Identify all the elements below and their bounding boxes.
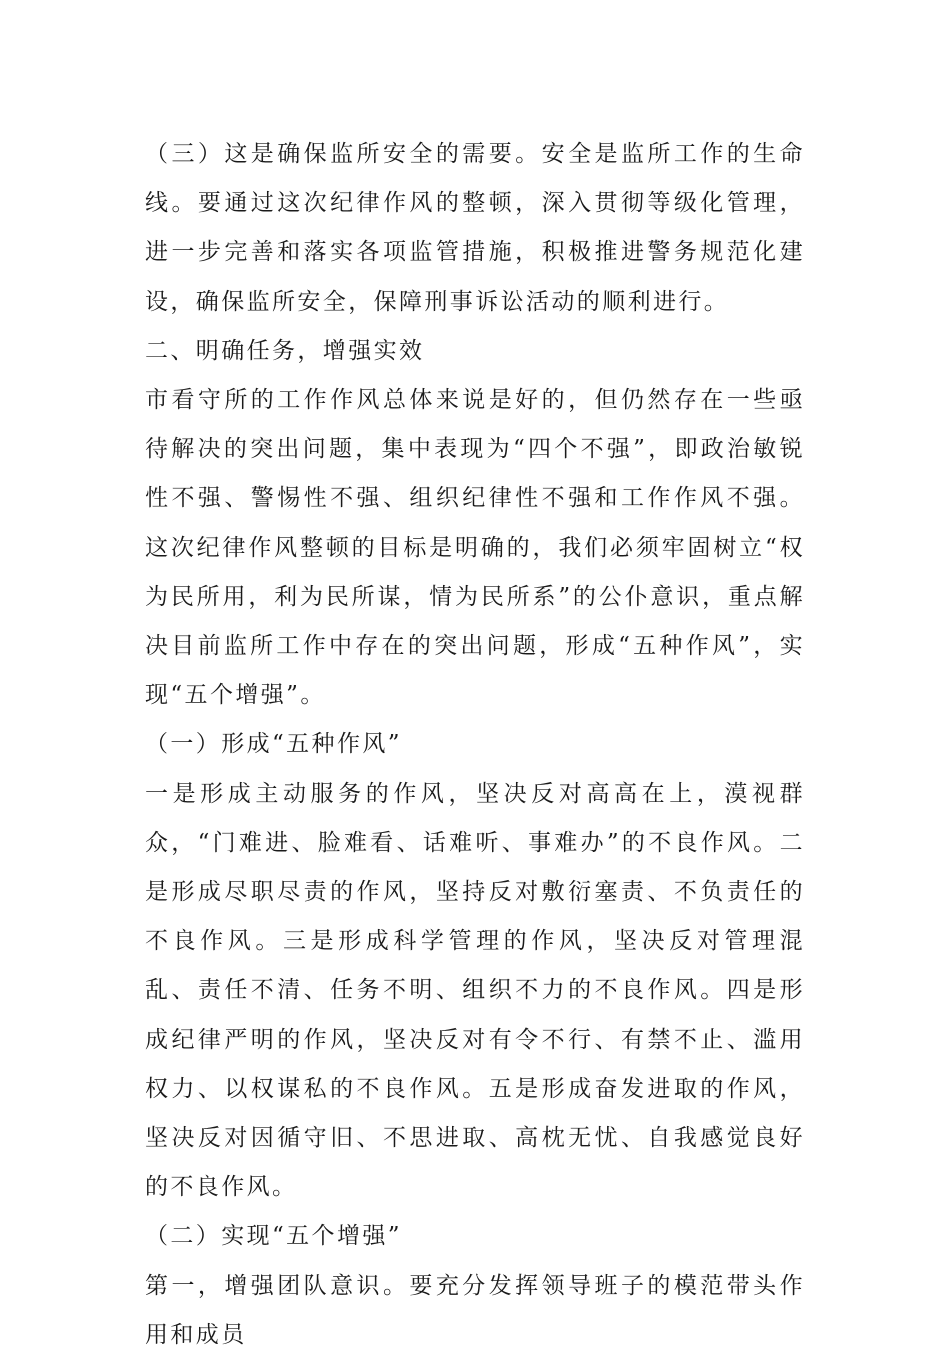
paragraph-team-awareness: 第一，增强团队意识。要充分发挥领导班子的模范带头作用和成员 — [145, 1272, 805, 1348]
paragraph-problems: 市看守所的工作作风总体来说是好的，但仍然存在一些亟待解决的突出问题，集中表现为“四个不强”，即政治敏锐性不强、警惕性不强、组织纪律性不强和工作作风不强。这次纪律作风整顿的目标是明确的，我们必须牢固树立“权为民所用，利为民所谋，情为民所系”的公仆意识，重点解决目前监所工作中存在的突出问题，形成“五种作风”，实现“五个增强”。 — [145, 387, 805, 709]
subsection-heading-five-styles: （一）形成“五种作风” — [145, 731, 402, 758]
paragraph-security-need: （三）这是确保监所安全的需要。安全是监所工作的生命线。要通过这次纪律作风的整顿，深入贯彻等级化管理，进一步完善和落实各项监管措施，积极推进警务规范化建设，确保监所安全，保障刑事诉讼活动的顺利进行。 — [145, 141, 805, 315]
subsection-heading-five-enhancements: （二）实现“五个增强” — [145, 1223, 402, 1250]
section-heading-tasks: 二、明确任务，增强实效 — [145, 337, 425, 364]
document-body — [145, 130, 805, 1360]
paragraph-five-styles: 一是形成主动服务的作风，坚决反对高高在上，漠视群众，“门难进、脸难看、话难听、事难办”的不良作风。二是形成尽职尽责的作风，坚持反对敷衍塞责、不负责任的不良作风。三是形成科学管理的作风，坚决反对管理混乱、责任不清、任务不明、组织不力的不良作风。四是形成纪律严明的作风，坚决反对有令不行、有禁不止、滥用权力、以权谋私的不良作风。五是形成奋发进取的作风，坚决反对因循守旧、不思进取、高枕无忧、自我感觉良好的不良作风。 — [145, 780, 805, 1201]
